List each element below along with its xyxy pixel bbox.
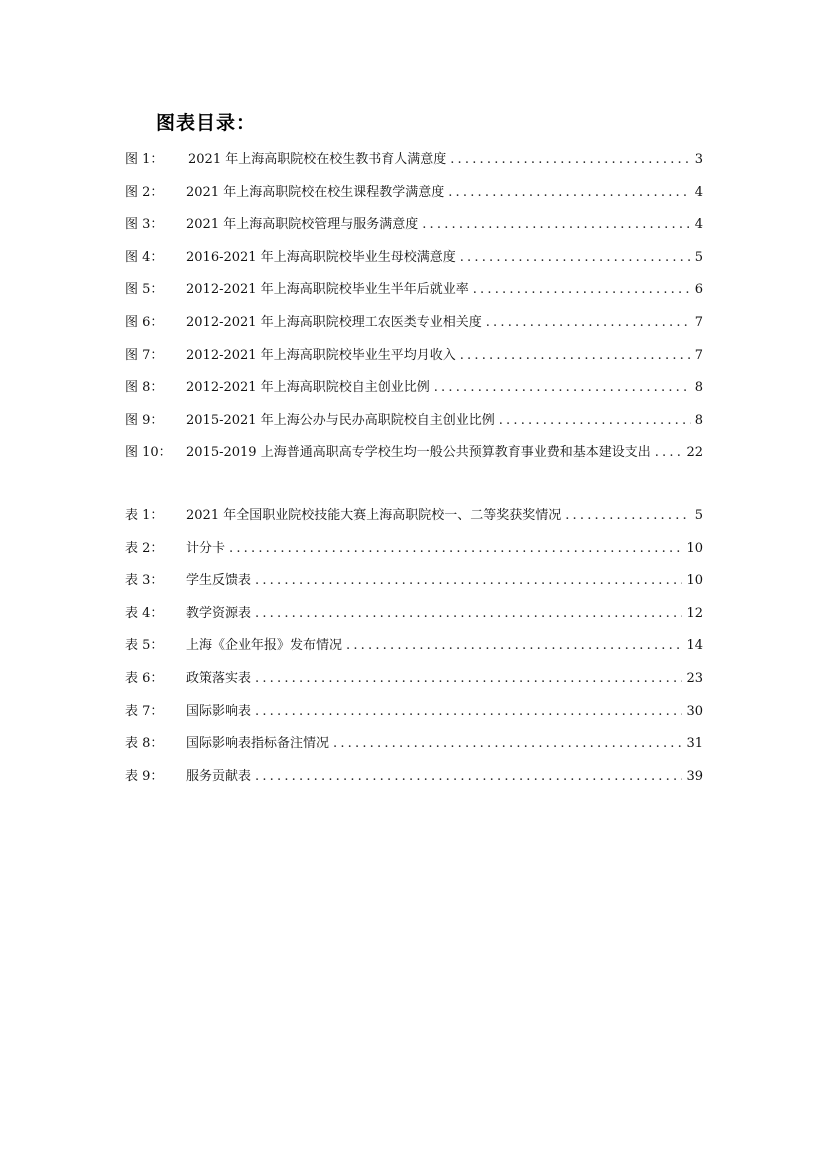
toc-entry-page: 8 xyxy=(694,412,703,428)
toc-entry-page: 10 xyxy=(686,540,703,556)
toc-dot-leader xyxy=(255,702,682,722)
toc-entry-label: 图 6： xyxy=(125,314,164,330)
toc-entry-page: 30 xyxy=(686,703,703,719)
toc-entry-text: 政策落实表 xyxy=(186,670,252,686)
toc-entry-label: 图 10： xyxy=(125,445,172,461)
toc-dot-leader xyxy=(499,411,691,431)
toc-entry-table-5[interactable] xyxy=(125,636,703,669)
toc-entry-figure-1[interactable] xyxy=(125,150,703,183)
toc-entry-table-8[interactable] xyxy=(125,734,703,767)
toc-entry-page: 4 xyxy=(694,184,703,200)
toc-entry-label: 表 5： xyxy=(125,638,164,654)
toc-entry-text: 2016-2021 年上海高职院校毕业生母校满意度 xyxy=(186,249,456,265)
toc-entry-page: 39 xyxy=(686,768,703,784)
toc-entry-table-7[interactable] xyxy=(125,702,703,735)
toc-entry-figure-10[interactable] xyxy=(125,443,703,476)
toc-entry-label: 图 1： xyxy=(125,152,164,167)
toc-entry-page: 23 xyxy=(686,670,703,686)
toc-entry-text: 计分卡 xyxy=(186,540,226,556)
toc-entry-figure-4[interactable] xyxy=(125,248,703,281)
toc-entry-text: 2012-2021 年上海高职院校自主创业比例 xyxy=(186,380,430,396)
toc-dot-leader xyxy=(565,506,691,526)
toc-entry-label: 表 6： xyxy=(125,670,164,686)
toc-entry-label: 表 4： xyxy=(125,605,164,621)
toc-dot-leader xyxy=(255,767,682,787)
table-list xyxy=(125,506,703,799)
toc-dot-leader xyxy=(655,443,683,463)
toc-entry-label: 表 8： xyxy=(125,736,164,752)
toc-entry-label: 表 1： xyxy=(125,508,164,523)
figure-list xyxy=(125,150,703,476)
toc-entry-table-1[interactable] xyxy=(125,506,703,539)
toc-entry-text: 2015-2019 上海普通高职高专学校生均一般公共预算教育事业费和基本建设支出 xyxy=(186,445,651,461)
toc-entry-table-2[interactable] xyxy=(125,539,703,572)
toc-dot-leader xyxy=(255,604,682,624)
toc-entry-text: 2021 年上海高职院校在校生课程教学满意度 xyxy=(186,184,445,200)
toc-entry-text: 国际影响表指标备注情况 xyxy=(186,736,330,752)
toc-dot-leader xyxy=(422,215,691,235)
toc-entry-page: 10 xyxy=(686,573,703,589)
toc-entry-label: 图 7： xyxy=(125,347,164,363)
toc-entry-figure-9[interactable] xyxy=(125,411,703,444)
toc-entry-text: 国际影响表 xyxy=(186,703,252,719)
toc-entry-page: 12 xyxy=(686,605,703,621)
toc-entry-text: 2012-2021 年上海高职院校毕业生半年后就业率 xyxy=(186,282,469,298)
toc-dot-leader xyxy=(434,378,691,398)
toc-entry-text: 2015-2021 年上海公办与民办高职院校自主创业比例 xyxy=(186,412,495,428)
toc-entry-page: 5 xyxy=(694,508,703,523)
toc-dot-leader xyxy=(229,539,682,559)
toc-entry-text: 上海《企业年报》发布情况 xyxy=(186,638,343,654)
toc-entry-page: 14 xyxy=(686,638,703,654)
toc-entry-label: 图 8： xyxy=(125,380,164,396)
toc-entry-label: 图 9： xyxy=(125,412,164,428)
toc-entry-page: 7 xyxy=(694,314,703,330)
toc-entry-figure-6[interactable] xyxy=(125,313,703,346)
toc-entry-table-9[interactable] xyxy=(125,767,703,800)
toc-entry-table-6[interactable] xyxy=(125,669,703,702)
toc-dot-leader xyxy=(450,150,691,170)
toc-entry-figure-3[interactable] xyxy=(125,215,703,248)
toc-entry-page: 7 xyxy=(694,347,703,363)
toc-entry-figure-7[interactable] xyxy=(125,346,703,379)
page-title: 图表目录： xyxy=(156,112,257,134)
toc-dot-leader xyxy=(473,280,691,300)
toc-entry-figure-5[interactable] xyxy=(125,280,703,313)
toc-entry-label: 图 2： xyxy=(125,184,164,200)
toc-entry-page: 22 xyxy=(686,445,703,461)
toc-dot-leader xyxy=(346,636,682,656)
toc-entry-label: 表 3： xyxy=(125,573,164,589)
toc-dot-leader xyxy=(255,571,682,591)
toc-entry-label: 图 4： xyxy=(125,249,164,265)
toc-dot-leader xyxy=(333,734,682,754)
toc-entry-page: 31 xyxy=(686,736,703,752)
toc-dot-leader xyxy=(460,248,691,268)
toc-dot-leader xyxy=(486,313,691,333)
toc-entry-page: 4 xyxy=(694,217,703,233)
toc-entry-table-4[interactable] xyxy=(125,604,703,637)
toc-entry-label: 图 5： xyxy=(125,282,164,298)
toc-dot-leader xyxy=(460,346,691,366)
toc-entry-text: 2012-2021 年上海高职院校理工农医类专业相关度 xyxy=(186,314,482,330)
toc-entry-text: 2021 年全国职业院校技能大赛上海高职院校一、二等奖获奖情况 xyxy=(186,508,562,523)
toc-entry-text: 2021 年上海高职院校管理与服务满意度 xyxy=(186,217,419,233)
toc-entry-page: 5 xyxy=(694,249,703,265)
toc-entry-label: 表 2： xyxy=(125,540,164,556)
toc-entry-text: 2021 年上海高职院校在校生教书育人满意度 xyxy=(188,152,447,167)
toc-entry-text: 服务贡献表 xyxy=(186,768,252,784)
toc-entry-page: 8 xyxy=(694,380,703,396)
toc-entry-text: 学生反馈表 xyxy=(186,573,252,589)
toc-entry-page: 3 xyxy=(694,152,703,167)
toc-entry-table-3[interactable] xyxy=(125,571,703,604)
toc-entry-figure-8[interactable] xyxy=(125,378,703,411)
toc-entry-page: 6 xyxy=(694,282,703,298)
toc-dot-leader xyxy=(255,669,682,689)
toc-entry-text: 2012-2021 年上海高职院校毕业生平均月收入 xyxy=(186,347,456,363)
toc-dot-leader xyxy=(448,183,691,203)
toc-entry-label: 图 3： xyxy=(125,217,164,233)
toc-entry-label: 表 9： xyxy=(125,768,164,784)
toc-entry-text: 教学资源表 xyxy=(186,605,252,621)
toc-entry-figure-2[interactable] xyxy=(125,183,703,216)
toc-entry-label: 表 7： xyxy=(125,703,164,719)
